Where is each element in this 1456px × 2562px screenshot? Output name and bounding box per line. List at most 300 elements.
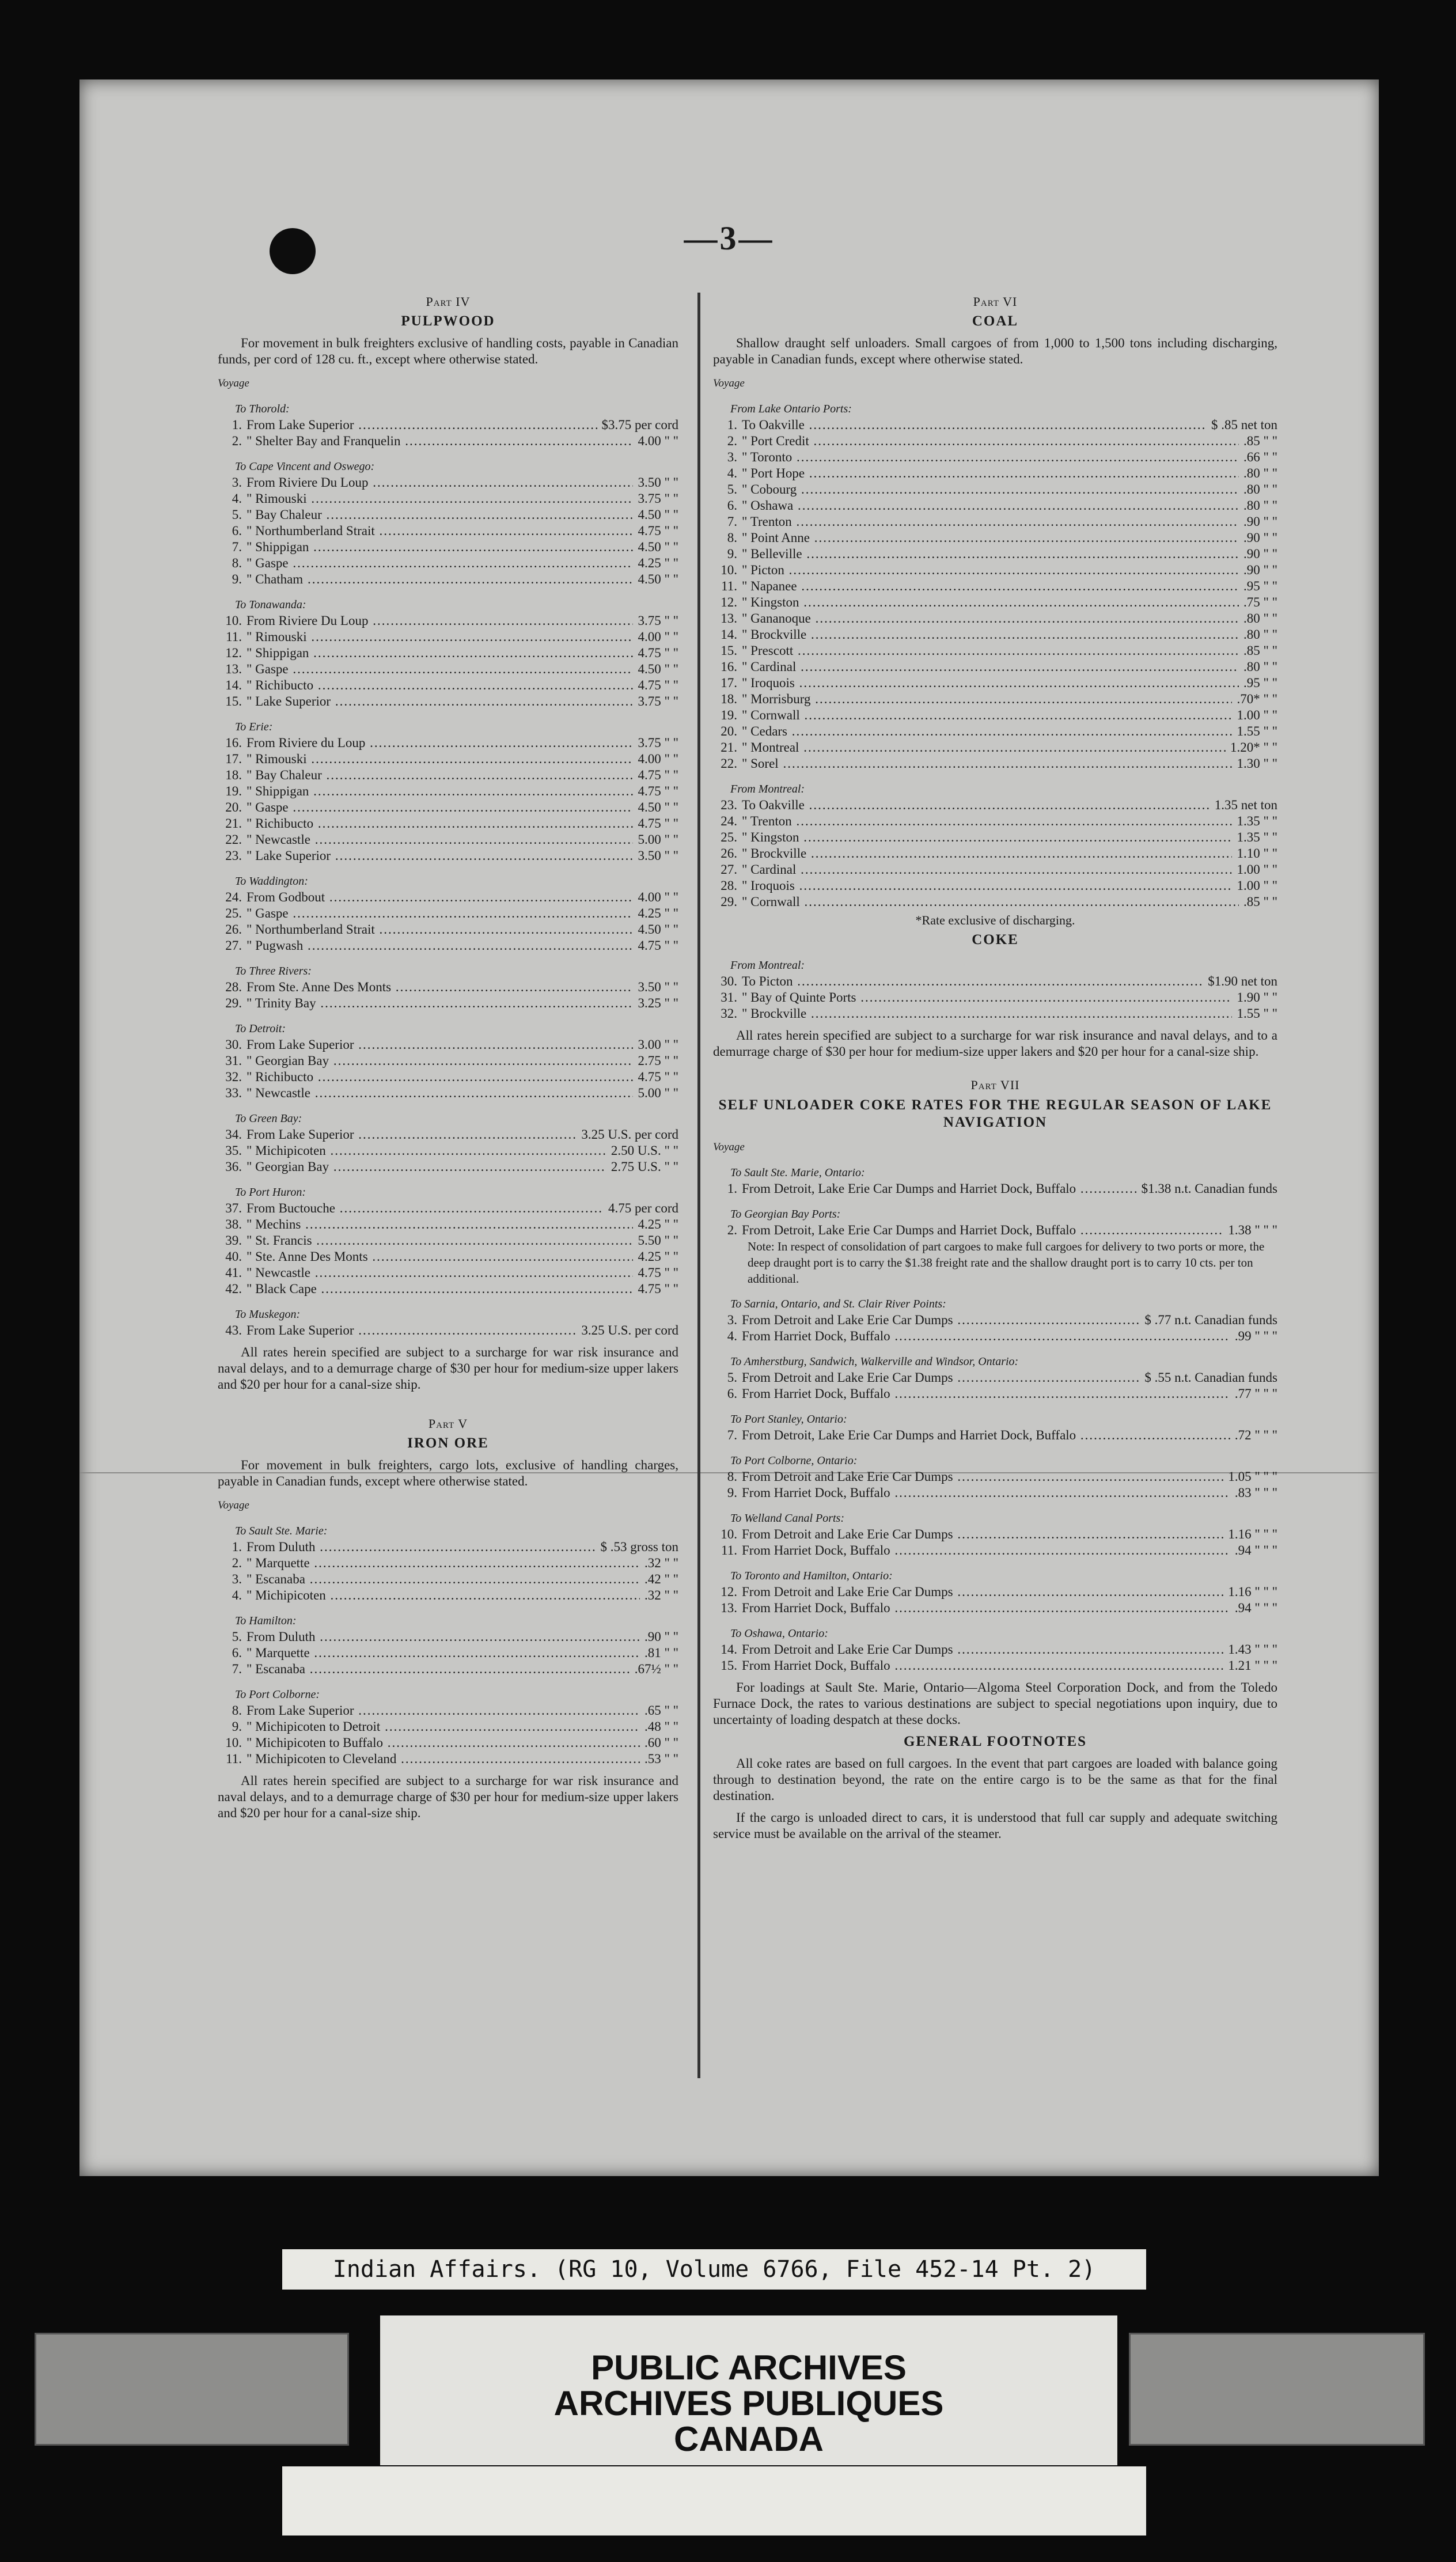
document-sheet bbox=[79, 79, 1379, 2176]
rate-row bbox=[218, 1143, 678, 1159]
section-intro: For movement in bulk freighters exclusive of handling costs, payable in Canadian funds, per cord of 128 cu. ft., except where otherwise stated. bbox=[218, 336, 678, 366]
route-name: " Oshawa ..... bbox=[742, 498, 1239, 514]
rate-value: 1.30 " " bbox=[1237, 756, 1277, 771]
column-divider bbox=[697, 293, 700, 2078]
rate-row bbox=[218, 1539, 678, 1555]
section-title: COAL bbox=[972, 313, 1019, 329]
rate-row bbox=[713, 1526, 1277, 1542]
voyage-number: 29. bbox=[225, 996, 242, 1010]
rate-value: 3.75 " " bbox=[638, 736, 678, 750]
rate-row bbox=[713, 594, 1277, 611]
rate-row bbox=[218, 433, 678, 449]
voyage-number: 22. bbox=[721, 756, 737, 771]
rate-row bbox=[218, 832, 678, 848]
rate-row bbox=[218, 1555, 678, 1571]
voyage-number: 2. bbox=[232, 434, 242, 448]
part-label: Part VII bbox=[970, 1078, 1020, 1092]
route-name: " Iroquois ..... bbox=[742, 675, 1239, 691]
destination-heading: To Detroit: bbox=[235, 1022, 286, 1035]
rate-row bbox=[218, 995, 678, 1011]
route-name: " Cardinal ..... bbox=[742, 659, 1239, 675]
rate-row bbox=[713, 675, 1277, 691]
route-name: " Michipicoten to Cleveland ..... bbox=[247, 1751, 640, 1767]
route-name: " Black Cape ..... bbox=[247, 1281, 633, 1297]
voyage-number: 4. bbox=[727, 466, 737, 480]
route-name: " Trenton ..... bbox=[742, 514, 1239, 530]
voyage-number: 11. bbox=[226, 1752, 242, 1766]
route-name: From Buctouche ..... bbox=[247, 1200, 604, 1216]
rate-value: .80 " " bbox=[1243, 627, 1277, 642]
route-name: " Northumberland Strait ..... bbox=[247, 523, 633, 539]
route-name: From Ste. Anne Des Monts ..... bbox=[247, 979, 633, 995]
voyage-number: 7. bbox=[727, 514, 737, 529]
rate-value: 1.00 " " bbox=[1237, 878, 1277, 893]
rate-value: 4.75 " " bbox=[638, 1282, 678, 1296]
route-name: " Prescott ..... bbox=[742, 643, 1239, 659]
voyage-number: 20. bbox=[721, 724, 737, 738]
route-name: To Oakville ..... bbox=[742, 417, 1207, 433]
rate-value: 4.75 " " bbox=[638, 1070, 678, 1084]
surcharge-note: All rates herein specified are subject to a surcharge for war risk insurance and naval delays, and to a demurrage charge of $30 per hour for medium-size upper lakers and $20 per hour for a canal-size ship. bbox=[218, 1345, 678, 1392]
voyage-number: 13. bbox=[225, 662, 242, 676]
rate-row bbox=[713, 514, 1277, 530]
route-name: To Oakville ..... bbox=[742, 797, 1210, 813]
route-name: " Northumberland Strait ..... bbox=[247, 922, 633, 938]
rate-value: .70* " " bbox=[1237, 692, 1277, 706]
voyage-number: 24. bbox=[721, 814, 737, 828]
route-name: " Bay Chaleur ..... bbox=[247, 507, 633, 523]
destination-heading: To Muskegon: bbox=[235, 1308, 301, 1321]
rate-row bbox=[218, 613, 678, 629]
route-name: From Detroit and Lake Erie Car Dumps ..... bbox=[742, 1469, 1223, 1485]
rate-value: .90 " " bbox=[1243, 514, 1277, 529]
rate-row bbox=[218, 979, 678, 995]
rate-value: 3.50 " " bbox=[638, 475, 678, 490]
rate-row bbox=[218, 1629, 678, 1645]
route-name: " Mechins ..... bbox=[247, 1216, 633, 1233]
route-name: From Harriet Dock, Buffalo ..... bbox=[742, 1658, 1223, 1674]
voyage-number: 26. bbox=[721, 846, 737, 861]
part-vi-coal bbox=[713, 294, 1277, 1060]
rate-row bbox=[713, 1542, 1277, 1559]
rate-row bbox=[218, 922, 678, 938]
voyage-number: 37. bbox=[225, 1201, 242, 1215]
rate-row bbox=[713, 813, 1277, 829]
rate-row bbox=[218, 523, 678, 539]
route-name: " Michipicoten ..... bbox=[247, 1143, 606, 1159]
route-name: " Bay of Quinte Ports ..... bbox=[742, 990, 1232, 1006]
rate-row bbox=[713, 707, 1277, 723]
page-number: —3— bbox=[684, 219, 775, 257]
voyage-number: 35. bbox=[225, 1143, 242, 1158]
footnote-1: All coke rates are based on full cargoes. In the event that part cargoes are loaded with balance going through to destination beyond, the rate on the entire cargo is to be the same as that for the final destination. bbox=[713, 1756, 1277, 1803]
route-name: To Picton ..... bbox=[742, 973, 1203, 990]
route-name: From Harriet Dock, Buffalo ..... bbox=[742, 1386, 1230, 1402]
rate-value: 3.75 " " bbox=[638, 613, 678, 628]
destination-heading: To Port Colborne: bbox=[235, 1688, 320, 1701]
rate-row bbox=[218, 1661, 678, 1677]
rate-row bbox=[713, 627, 1277, 643]
voyage-number: 31. bbox=[721, 990, 737, 1005]
rate-value: .80 " " bbox=[1243, 466, 1277, 480]
rate-value: .80 " " bbox=[1243, 498, 1277, 513]
voyage-number: 11. bbox=[721, 579, 737, 593]
route-name: " Cobourg ..... bbox=[742, 482, 1239, 498]
section-title: IRON ORE bbox=[407, 1435, 489, 1451]
destination-heading: To Sarnia, Ontario, and St. Clair River Points: bbox=[730, 1298, 946, 1310]
route-name: " Marquette ..... bbox=[247, 1645, 640, 1661]
bottom-label-strip bbox=[282, 2466, 1146, 2536]
rate-row bbox=[218, 735, 678, 751]
route-name: " Napanee ..... bbox=[742, 578, 1239, 594]
rate-value: .75 " " bbox=[1243, 595, 1277, 609]
voyage-number: 18. bbox=[225, 768, 242, 782]
rate-value: .99 " " " bbox=[1234, 1329, 1277, 1343]
rate-row bbox=[713, 1485, 1277, 1501]
voyage-number: 33. bbox=[225, 1086, 242, 1100]
voyage-number: 6. bbox=[232, 1646, 242, 1660]
rate-row bbox=[713, 1328, 1277, 1344]
destination-heading: To Oshawa, Ontario: bbox=[730, 1627, 828, 1640]
rate-value: .72 " " " bbox=[1234, 1428, 1277, 1442]
route-name: " Shippigan ..... bbox=[247, 783, 633, 799]
rate-value: 4.75 " " bbox=[638, 938, 678, 953]
rate-value: 1.38 " " " bbox=[1228, 1223, 1277, 1237]
rate-value: $1.38 n.t. Canadian funds bbox=[1141, 1181, 1277, 1196]
rate-value: 2.75 " " bbox=[638, 1053, 678, 1068]
route-name: " Sorel ..... bbox=[742, 756, 1232, 772]
voyage-number: 16. bbox=[721, 660, 737, 674]
route-name: From Harriet Dock, Buffalo ..... bbox=[742, 1542, 1230, 1559]
voyage-number: 10. bbox=[225, 613, 242, 628]
route-name: " Trenton ..... bbox=[742, 813, 1232, 829]
rate-row bbox=[713, 449, 1277, 465]
rate-value: $ .85 net ton bbox=[1211, 418, 1277, 432]
voyage-number: 41. bbox=[225, 1265, 242, 1280]
voyage-number: 25. bbox=[225, 906, 242, 920]
rate-value: .94 " " " bbox=[1234, 1601, 1277, 1615]
rate-row bbox=[218, 539, 678, 555]
rate-row bbox=[218, 1719, 678, 1735]
archive-line-2: ARCHIVES PUBLIQUES bbox=[553, 2384, 944, 2423]
route-name: " Brockville ..... bbox=[742, 627, 1239, 643]
archive-line-3: CANADA bbox=[674, 2420, 824, 2458]
route-name: " Newcastle ..... bbox=[247, 1265, 633, 1281]
rate-value: .80 " " bbox=[1243, 482, 1277, 497]
route-name: " Shippigan ..... bbox=[247, 645, 633, 661]
route-name: From Detroit and Lake Erie Car Dumps ..... bbox=[742, 1312, 1140, 1328]
rate-value: 4.50 " " bbox=[638, 662, 678, 676]
route-name: " Kingston ..... bbox=[742, 594, 1239, 611]
film-frame bbox=[35, 2333, 349, 2446]
rate-value: 3.75 " " bbox=[638, 491, 678, 506]
rate-row bbox=[713, 990, 1277, 1006]
rate-row bbox=[713, 1370, 1277, 1386]
rate-row bbox=[713, 894, 1277, 910]
rate-row bbox=[218, 1216, 678, 1233]
voyage-number: 11. bbox=[721, 1543, 737, 1557]
voyage-number: 5. bbox=[727, 482, 737, 497]
route-name: From Lake Superior ..... bbox=[247, 1127, 577, 1143]
route-name: " Lake Superior ..... bbox=[247, 693, 633, 710]
rate-row bbox=[218, 661, 678, 677]
rate-value: 4.25 " " bbox=[638, 1217, 678, 1231]
rate-value: .48 " " bbox=[644, 1719, 678, 1734]
rate-value: 4.00 " " bbox=[638, 752, 678, 766]
route-name: From Harriet Dock, Buffalo ..... bbox=[742, 1328, 1230, 1344]
destination-heading: To Toronto and Hamilton, Ontario: bbox=[730, 1570, 893, 1582]
route-name: " Rimouski ..... bbox=[247, 751, 633, 767]
rate-value: 1.35 " " bbox=[1237, 814, 1277, 828]
rate-row bbox=[713, 562, 1277, 578]
rate-value: 1.35 " " bbox=[1237, 830, 1277, 844]
route-name: From Riviere du Loup ..... bbox=[247, 735, 633, 751]
voyage-number: 9. bbox=[232, 572, 242, 586]
rate-row bbox=[713, 417, 1277, 433]
rate-row bbox=[713, 1312, 1277, 1328]
voyage-number: 6. bbox=[727, 1386, 737, 1401]
part-label: Part VI bbox=[973, 294, 1018, 309]
voyage-number: 32. bbox=[225, 1070, 242, 1084]
rate-value: 5.00 " " bbox=[638, 1086, 678, 1100]
voyage-header: Voyage bbox=[713, 377, 745, 389]
rate-value: $3.75 per cord bbox=[601, 418, 678, 432]
voyage-number: 8. bbox=[232, 1703, 242, 1718]
voyage-number: 5. bbox=[232, 1629, 242, 1644]
voyage-number: 1. bbox=[727, 418, 737, 432]
rate-row bbox=[218, 629, 678, 645]
route-name: " Cedars ..... bbox=[742, 723, 1232, 740]
destination-heading: To Amherstburg, Sandwich, Walkerville and Windsor, Ontario: bbox=[730, 1355, 1019, 1368]
rate-value: 3.75 " " bbox=[638, 694, 678, 708]
voyage-number: 27. bbox=[721, 862, 737, 877]
voyage-number: 30. bbox=[225, 1037, 242, 1052]
route-name: " Georgian Bay ..... bbox=[247, 1053, 633, 1069]
archive-line-1: PUBLIC ARCHIVES bbox=[591, 2348, 907, 2387]
route-name: " Michipicoten to Buffalo ..... bbox=[247, 1735, 640, 1751]
consolidation-note: Note: In respect of consolidation of part cargoes to make full cargoes for delivery to two ports or more, the deep draught port is to carry the $1.38 freight rate and the shallow draught port is to carry 10 cts. per ton additional. bbox=[748, 1240, 1265, 1286]
route-name: From Lake Superior ..... bbox=[247, 1322, 577, 1339]
rate-row bbox=[218, 1200, 678, 1216]
route-name: " Morrisburg ..... bbox=[742, 691, 1232, 707]
rate-row bbox=[713, 829, 1277, 846]
voyage-number: 15. bbox=[721, 643, 737, 658]
route-name: From Detroit and Lake Erie Car Dumps ..... bbox=[742, 1642, 1223, 1658]
rate-row bbox=[713, 530, 1277, 546]
voyage-number: 39. bbox=[225, 1233, 242, 1248]
voyage-number: 3. bbox=[727, 1313, 737, 1327]
rate-groups bbox=[218, 401, 678, 1339]
voyage-number: 2. bbox=[727, 1223, 737, 1237]
rate-row bbox=[713, 1658, 1277, 1674]
rate-row bbox=[218, 1751, 678, 1767]
rate-value: .85 " " bbox=[1243, 434, 1277, 448]
destination-heading: To Green Bay: bbox=[235, 1112, 302, 1125]
rate-value: 5.50 " " bbox=[638, 1233, 678, 1248]
destination-heading: To Port Colborne, Ontario: bbox=[730, 1454, 858, 1467]
rate-row bbox=[713, 691, 1277, 707]
route-name: " Cornwall ..... bbox=[742, 894, 1239, 910]
route-name: " St. Francis ..... bbox=[247, 1233, 633, 1249]
rate-row bbox=[218, 848, 678, 864]
rate-value: .53 " " bbox=[644, 1752, 678, 1766]
rate-value: 4.00 " " bbox=[638, 890, 678, 904]
voyage-header: Voyage bbox=[218, 1499, 249, 1511]
route-name: " Shelter Bay and Franquelin ..... bbox=[247, 433, 633, 449]
route-name: " Georgian Bay ..... bbox=[247, 1159, 606, 1175]
route-name: " Point Anne ..... bbox=[742, 530, 1239, 546]
right-column bbox=[713, 281, 1277, 1848]
route-name: " Gaspe ..... bbox=[247, 661, 633, 677]
route-name: " Richibucto ..... bbox=[247, 677, 633, 693]
rate-value: .95 " " bbox=[1243, 676, 1277, 690]
route-name: " Gananoque ..... bbox=[742, 611, 1239, 627]
route-name: " Michipicoten ..... bbox=[247, 1587, 640, 1604]
rate-value: .85 " " bbox=[1243, 643, 1277, 658]
route-name: " Port Credit ..... bbox=[742, 433, 1239, 449]
voyage-number: 15. bbox=[225, 694, 242, 708]
rate-value: .81 " " bbox=[644, 1646, 678, 1660]
voyage-number: 3. bbox=[727, 450, 737, 464]
rate-row bbox=[218, 693, 678, 710]
voyage-number: 6. bbox=[727, 498, 737, 513]
rate-value: .85 " " bbox=[1243, 895, 1277, 909]
rate-value: 4.50 " " bbox=[638, 572, 678, 586]
voyage-number: 6. bbox=[232, 524, 242, 538]
rate-row bbox=[713, 1427, 1277, 1443]
rate-row bbox=[218, 555, 678, 571]
rate-row bbox=[713, 1181, 1277, 1197]
rate-row bbox=[713, 878, 1277, 894]
route-name: " Richibucto ..... bbox=[247, 816, 633, 832]
rate-value: 4.75 " " bbox=[638, 784, 678, 798]
voyage-number: 17. bbox=[225, 752, 242, 766]
rate-row bbox=[713, 846, 1277, 862]
rate-groups bbox=[218, 1523, 678, 1767]
rate-row bbox=[218, 889, 678, 905]
route-name: " Brockville ..... bbox=[742, 846, 1232, 862]
voyage-number: 15. bbox=[721, 1658, 737, 1673]
voyage-number: 23. bbox=[721, 798, 737, 812]
rate-value: 4.50 " " bbox=[638, 540, 678, 554]
voyage-number: 18. bbox=[721, 692, 737, 706]
destination-heading: From Lake Ontario Ports: bbox=[730, 403, 852, 415]
rate-value: 4.00 " " bbox=[638, 434, 678, 448]
coke-rate-groups bbox=[713, 957, 1277, 1022]
rate-row bbox=[218, 645, 678, 661]
voyage-number: 12. bbox=[721, 1585, 737, 1599]
route-name: " Chatham ..... bbox=[247, 571, 633, 588]
rate-value: 4.75 " " bbox=[638, 816, 678, 831]
voyage-number: 5. bbox=[232, 507, 242, 522]
voyage-header: Voyage bbox=[713, 1141, 745, 1153]
part-v-iron-ore bbox=[218, 1416, 678, 1821]
route-name: " Marquette ..... bbox=[247, 1555, 640, 1571]
destination-heading: To Tonawanda: bbox=[235, 598, 306, 611]
route-name: " Belleville ..... bbox=[742, 546, 1239, 562]
surcharge-note: All rates herein specified are subject to a surcharge for war risk insurance and naval delays, and to a demurrage charge of $30 per hour for medium-size upper lakers and $20 per hour for a canal-size ship. bbox=[713, 1028, 1277, 1059]
rate-value: $ .55 n.t. Canadian funds bbox=[1144, 1370, 1277, 1385]
rate-row bbox=[713, 723, 1277, 740]
voyage-number: 8. bbox=[727, 530, 737, 545]
section-title: PULPWOOD bbox=[401, 313, 495, 329]
route-name: From Harriet Dock, Buffalo ..... bbox=[742, 1485, 1230, 1501]
rate-value: 3.50 " " bbox=[638, 848, 678, 863]
rate-row bbox=[218, 767, 678, 783]
route-name: " Picton ..... bbox=[742, 562, 1239, 578]
rate-value: 3.25 " " bbox=[638, 996, 678, 1010]
voyage-number: 7. bbox=[232, 1662, 242, 1676]
rate-value: .65 " " bbox=[644, 1703, 678, 1718]
rate-value: 2.75 U.S. " " bbox=[611, 1159, 678, 1174]
rate-value: 4.00 " " bbox=[638, 630, 678, 644]
rate-value: .90 " " bbox=[644, 1629, 678, 1644]
rate-row bbox=[218, 1127, 678, 1143]
rate-footnote: *Rate exclusive of discharging. bbox=[915, 913, 1075, 927]
rate-value: .66 " " bbox=[1243, 450, 1277, 464]
voyage-number: 36. bbox=[225, 1159, 242, 1174]
rate-row bbox=[218, 1053, 678, 1069]
rate-value: 4.25 " " bbox=[638, 906, 678, 920]
voyage-number: 21. bbox=[721, 740, 737, 755]
voyage-number: 12. bbox=[225, 646, 242, 660]
voyage-number: 8. bbox=[727, 1469, 737, 1484]
destination-heading: To Georgian Bay Ports: bbox=[730, 1208, 841, 1221]
voyage-number: 14. bbox=[225, 678, 242, 692]
rate-value: .90 " " bbox=[1243, 563, 1277, 577]
voyage-number: 14. bbox=[721, 627, 737, 642]
route-name: " Rimouski ..... bbox=[247, 629, 633, 645]
rate-row bbox=[218, 1322, 678, 1339]
rate-row bbox=[218, 938, 678, 954]
voyage-number: 25. bbox=[721, 830, 737, 844]
destination-heading: To Erie: bbox=[235, 721, 273, 733]
rate-value: 2.50 U.S. " " bbox=[611, 1143, 678, 1158]
rate-value: 1.55 " " bbox=[1237, 1006, 1277, 1021]
rate-value: 1.21 " " " bbox=[1228, 1658, 1277, 1673]
voyage-number: 30. bbox=[721, 974, 737, 988]
special-loadings-note: For loadings at Sault Ste. Marie, Ontario—Algoma Steel Corporation Dock, and from the Toledo Furnace Dock, the rates to various destinations are subject to special negotiations upon inquiry, due to uncertainty of loading despatch at these docks. bbox=[713, 1680, 1277, 1727]
voyage-number: 3. bbox=[232, 475, 242, 490]
rate-row bbox=[713, 433, 1277, 449]
rate-row bbox=[218, 1159, 678, 1175]
rate-value: 4.75 " " bbox=[638, 646, 678, 660]
route-name: From Duluth ..... bbox=[247, 1539, 596, 1555]
rate-row bbox=[713, 611, 1277, 627]
route-name: " Iroquois ..... bbox=[742, 878, 1232, 894]
rate-value: $1.90 net ton bbox=[1208, 974, 1277, 988]
voyage-number: 10. bbox=[721, 563, 737, 577]
route-name: " Montreal ..... bbox=[742, 740, 1226, 756]
rate-row bbox=[713, 1600, 1277, 1616]
rate-value: 4.75 " " bbox=[638, 1265, 678, 1280]
rate-value: 4.50 " " bbox=[638, 507, 678, 522]
route-name: " Gaspe ..... bbox=[247, 799, 633, 816]
rate-row bbox=[713, 465, 1277, 482]
route-name: From Riviere Du Loup ..... bbox=[247, 475, 633, 491]
rate-value: 1.20* " " bbox=[1230, 740, 1277, 755]
rate-row bbox=[713, 498, 1277, 514]
voyage-number: 13. bbox=[721, 1601, 737, 1615]
voyage-number: 4. bbox=[727, 1329, 737, 1343]
voyage-number: 26. bbox=[225, 922, 242, 937]
left-column bbox=[218, 281, 678, 1827]
destination-heading: To Welland Canal Ports: bbox=[730, 1512, 844, 1525]
rate-value: 3.00 " " bbox=[638, 1037, 678, 1052]
rate-value: .77 " " " bbox=[1234, 1386, 1277, 1401]
rate-value: 4.50 " " bbox=[638, 922, 678, 937]
route-name: " Lake Superior ..... bbox=[247, 848, 633, 864]
